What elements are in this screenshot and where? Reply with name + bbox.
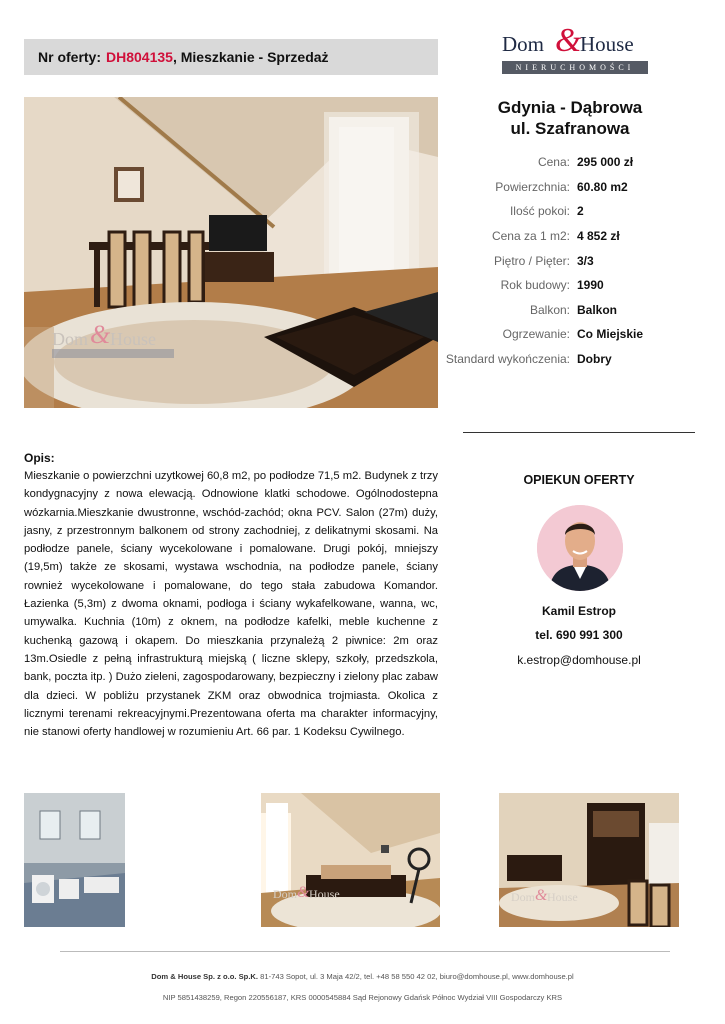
offer-number: DH804135 xyxy=(106,49,173,65)
svg-text:Dom: Dom xyxy=(273,887,297,901)
agent-email[interactable]: k.estrop@domhouse.pl xyxy=(517,653,641,667)
main-photo xyxy=(24,97,438,408)
city: Gdynia - Dąbrowa xyxy=(497,98,643,117)
company-logo: Dom & House NIERUCHOMOŚCI xyxy=(500,30,650,78)
agent-name: Kamil Estrop xyxy=(541,604,616,618)
detail-row: Standard wykończenia: Dobry xyxy=(445,352,612,367)
location-title xyxy=(440,97,700,139)
detail-row: Ilość pokoi: 2 xyxy=(509,204,584,219)
svg-text:&: & xyxy=(297,884,310,901)
divider xyxy=(463,432,695,433)
detail-row: Piętro / Pięter: 3/3 xyxy=(493,253,594,268)
detail-row: Cena za 1 m2: 4 852 zł xyxy=(491,229,620,244)
agent-avatar xyxy=(537,505,623,591)
svg-text:Dom: Dom xyxy=(511,890,535,904)
detail-row: Balkon: Balkon xyxy=(529,302,618,317)
svg-text:House: House xyxy=(110,329,156,349)
svg-text:House: House xyxy=(309,887,340,901)
footer-company: Dom & House Sp. z o.o. Sp.K. 81-743 Sopot, ul. 3 Maja 42/2, tel. +48 58 550 42 02, biuro@domhouse.pl, www.domhouse.pl xyxy=(151,972,574,981)
svg-text:&: & xyxy=(535,887,548,904)
description-text: Mieszkanie o powierzchni uzytkowej 60,8 m2, po podłodze 71,5 m2. Budynek z trzy kondygnacyjny z nowa elewacją. Odnowione klatki schodowe. Ogólnodostepna wózkarnia.Mieszkanie dwustronne, wschód-zachód; okna PCV. Salon (27m) duży, jasny, z przestronnym balkonem od strony zachodniej, z delikatnymi skosami. Na podłodze panele, ściany wycekolowane i pomalowane. Drugi pokój, mniejszy (19,5m) także ze skosami, wystawa wschodnia, na podłodze panele, ściany rownież wycekolowane i pomalowane, do tego stała zabudowa Komandor. Łazienka (5,3m) z dwoma oknami, podłoga i ściany wykafelkowane, wanna, wc, umywalka. Kuchnia (10m) z oknem, na podłodze kafelki, meble kuchenne z kuchenką gazową i okapem. Do mieszkania przynależą 2 piwnice: 2m oraz 13m.Osiedle z pełną infrastrukturą miejską ( liczne sklepy, szkoły, przedszkola, bank, poczta itp. ) Dużo zieleni, zagospodarowany, bezpieczny i zielony plac zabaw dla dzieci. W pobliżu przystanek ZKM oraz obwodnica trojmiasta. Okolica z licznymi terenami rekreacyjnymi.Prezentowana oferta ma charakter informacyjny, nie stanowi oferty handlowej w rozumieniu Art. 66 par. 1 Kodeksu Cywilnego. xyxy=(24,470,438,739)
detail-row: Powierzchnia: 60.80 m2 xyxy=(495,179,628,194)
detail-row: Ogrzewanie: Co Miejskie xyxy=(502,327,644,342)
thumbnail-bathroom xyxy=(24,793,125,927)
street: ul. Szafranowa xyxy=(510,119,630,138)
svg-text:House: House xyxy=(547,890,578,904)
thumbnail-living-room xyxy=(499,793,679,927)
footer-divider xyxy=(60,951,670,952)
agent-section-title: OPIEKUN OFERTY xyxy=(523,473,635,487)
property-details xyxy=(440,150,710,371)
footer-registration: NIP 5851438259, Regon 220556187, KRS 0000545884 Sąd Rejonowy Gdańsk Północ Wydział VIII Gospodarczy KRS xyxy=(162,993,563,1002)
description-title: Opis: xyxy=(24,451,55,465)
offer-number-bar xyxy=(24,39,438,75)
detail-row: Rok budowy: 1990 xyxy=(500,278,604,293)
thumbnail-bedroom xyxy=(261,793,440,927)
offer-prefix: Nr oferty: xyxy=(38,49,102,65)
detail-row: Cena: 295 000 zł xyxy=(537,155,634,170)
offer-type: , Mieszkanie - Sprzedaż xyxy=(172,49,329,65)
agent-phone[interactable]: tel. 690 991 300 xyxy=(535,628,623,642)
svg-text:Dom: Dom xyxy=(52,329,88,349)
svg-text:&: & xyxy=(90,320,111,349)
